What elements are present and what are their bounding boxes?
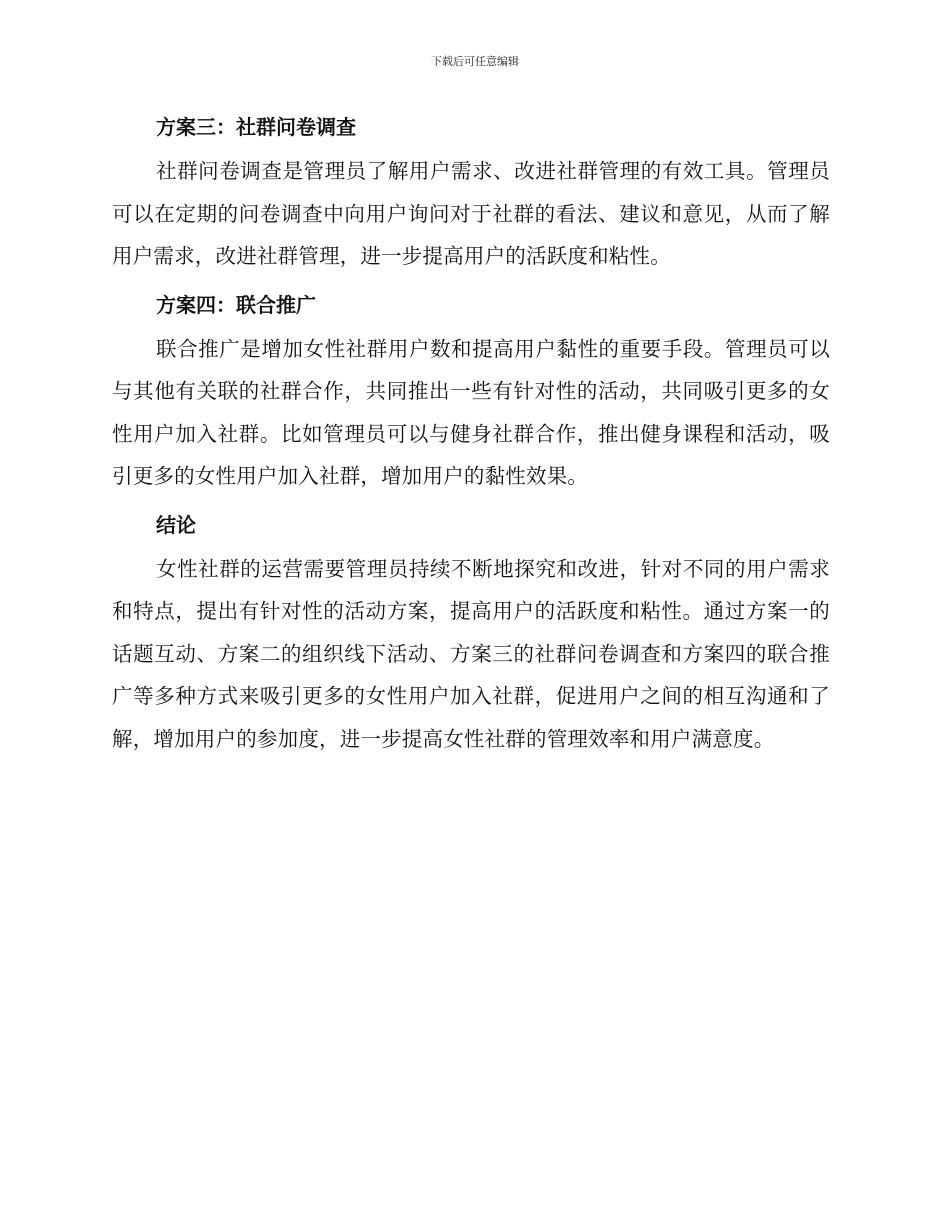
section-conclusion [112,508,830,761]
section-heading: 方案三：社群问卷调查 [156,115,356,139]
section-paragraph: 联合推广是增加女性社群用户数和提高用户黏性的重要手段。管理员可以与其他有关联的社群合作，共同推出一些有针对性的活动，共同吸引更多的女性用户加入社群。比如管理员可以与健身社群合作，推出健身课程和活动，吸引更多的女性用户加入社群，增加用户的黏性效果。 [112,336,830,488]
section-plan-four [112,288,830,508]
page-header: 下载后可任意编辑 [431,55,519,68]
section-heading: 结论 [156,512,196,537]
section-paragraph: 社群问卷调查是管理员了解用户需求、改进社群管理的有效工具。管理员可以在定期的问卷调查中向用户询问对于社群的看法、建议和意见，从而了解用户需求，改进社群管理，进一步提高用户的活跃度和粘性。 [112,159,830,268]
document-body [112,110,830,760]
section-heading: 方案四：联合推广 [156,292,316,317]
section-plan-three [112,110,830,288]
section-paragraph: 女性社群的运营需要管理员持续不断地探究和改进，针对不同的用户需求和特点，提出有针对性的活动方案，提高用户的活跃度和粘性。通过方案一的话题互动、方案二的组织线下活动、方案三的社群问卷调查和方案四的联合推广等多种方式来吸引更多的女性用户加入社群，促进用户之间的相互沟通和了解，增加用户的参加度，进一步提高女性社群的管理效率和用户满意度。 [112,556,830,751]
